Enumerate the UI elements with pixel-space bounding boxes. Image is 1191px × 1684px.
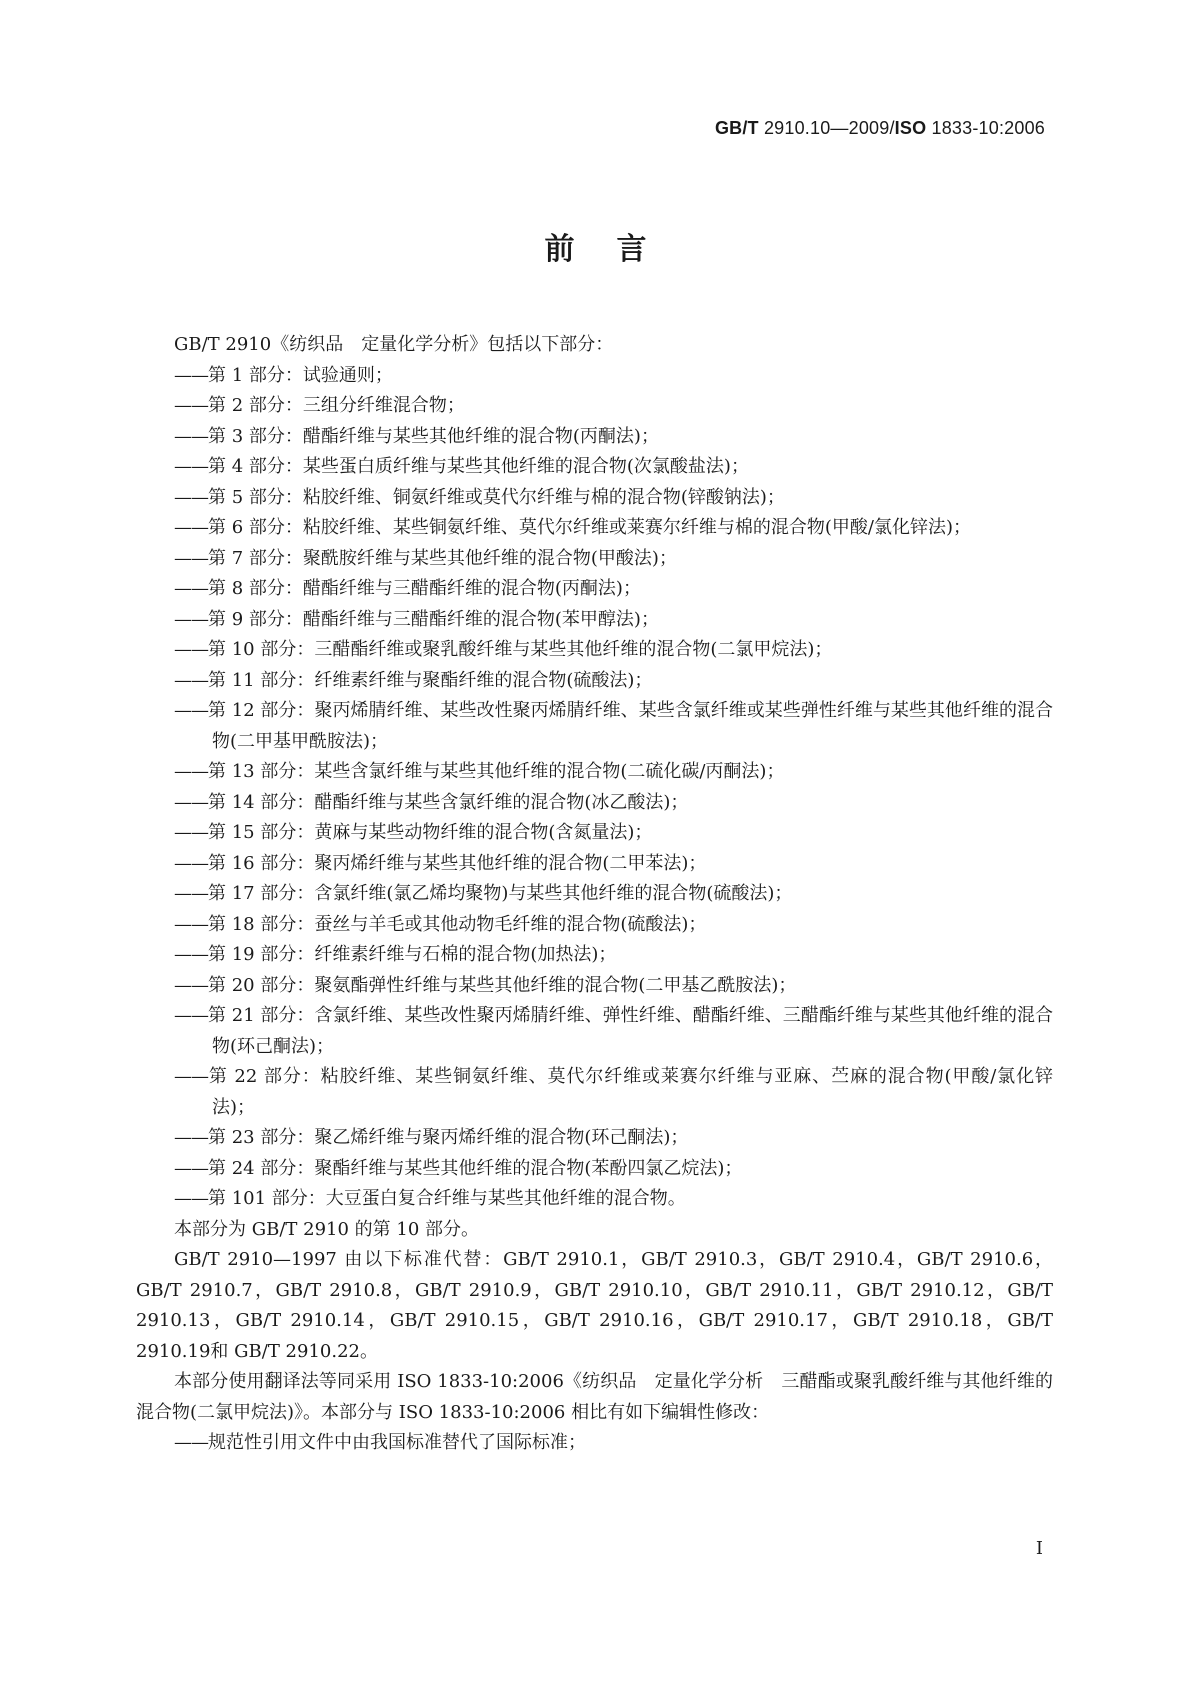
page-title: 前言 <box>544 232 689 267</box>
dash-marker: —— <box>174 1432 208 1453</box>
dash-marker: —— <box>174 761 208 782</box>
dash-marker: —— <box>174 700 208 721</box>
dash-marker: —— <box>174 791 208 813</box>
document-code-header: GB/T 2910.10—2009/ISO 1833-10:2006 <box>714 118 1045 138</box>
dash-marker: —— <box>174 1188 208 1209</box>
list-item: ——第 9 部分：醋酯纤维与三醋酯纤维的混合物(苯甲醇法)； <box>174 608 659 630</box>
dash-marker: —— <box>174 547 208 569</box>
document-body <box>136 330 1053 1459</box>
dash-marker: —— <box>174 1157 208 1179</box>
list-item: ——第 4 部分：某些蛋白质纤维与某些其他纤维的混合物(次氯酸盐法)； <box>174 456 749 477</box>
list-item: ——第 15 部分：黄麻与某些动物纤维的混合物(含氮量法)； <box>174 822 653 843</box>
dash-marker: —— <box>174 883 208 904</box>
list-item: ——第 101 部分：大豆蛋白复合纤维与某些其他纤维的混合物。 <box>174 1188 686 1209</box>
list-item: ——第 23 部分：聚乙烯纤维与聚丙烯纤维的混合物(环己酮法)； <box>174 1127 689 1148</box>
dash-marker: —— <box>174 1005 208 1026</box>
list-item: ——第 17 部分：含氯纤维(氯乙烯均聚物)与某些其他纤维的混合物(硫酸法)； <box>174 883 793 904</box>
dash-marker: —— <box>174 1127 208 1148</box>
dash-marker: —— <box>174 456 208 477</box>
list-item: ——第 3 部分：醋酯纤维与某些其他纤维的混合物(丙酮法)； <box>174 425 659 447</box>
intro-paragraph: GB/T 2910《纺织品 定量化学分析》包括以下部分： <box>174 334 614 355</box>
dash-marker: —— <box>174 913 208 935</box>
list-item: ——第 20 部分：聚氨酯弹性纤维与某些其他纤维的混合物(二甲基乙酰胺法)； <box>174 974 797 996</box>
iso-adoption-paragraph: 本部分使用翻译法等同采用 ISO 1833-10:2006《纺织品 定量化学分析 三醋酯或聚乳酸纤维与其他纤维的混合物(二氯甲烷法)》。本部分与 ISO 1833-10:2006 相比有如下编辑性修改： <box>136 1371 1053 1423</box>
list-item: ——第 1 部分：试验通则； <box>174 364 393 386</box>
list-item: ——第 7 部分：聚酰胺纤维与某些其他纤维的混合物(甲酸法)； <box>174 547 677 569</box>
dash-marker: —— <box>174 669 208 691</box>
list-item: ——第 14 部分：醋酯纤维与某些含氯纤维的混合物(冰乙酸法)； <box>174 791 689 813</box>
list-item: ——第 16 部分：聚丙烯纤维与某些其他纤维的混合物(二甲苯法)； <box>174 852 707 874</box>
list-item: ——第 11 部分：纤维素纤维与聚酯纤维的混合物(硫酸法)； <box>174 669 653 691</box>
dash-marker: —— <box>174 852 208 874</box>
list-item: ——第 18 部分：蚕丝与羊毛或其他动物毛纤维的混合物(硫酸法)； <box>174 913 707 935</box>
list-item: ——第 24 部分：聚酯纤维与某些其他纤维的混合物(苯酚四氯乙烷法)； <box>174 1157 743 1179</box>
list-item: ——规范性引用文件中由我国标准替代了国际标准； <box>174 1432 586 1453</box>
list-item: ——第 22 部分：粘胶纤维、某些铜氨纤维、莫代尔纤维或莱赛尔纤维与亚麻、苎麻的混合物(甲酸/氯化锌法)； <box>174 1066 1053 1118</box>
dash-marker: —— <box>174 425 208 447</box>
dash-marker: —— <box>174 517 208 538</box>
parts-list <box>136 361 1053 1215</box>
dash-marker: —— <box>174 1066 208 1087</box>
dash-marker: —— <box>174 364 208 386</box>
replacement-paragraph: GB/T 2910—1997 由以下标准代替：GB/T 2910.1，GB/T 2910.3，GB/T 2910.4，GB/T 2910.6，GB/T 2910.7，GB/T 2910.8，GB/T 2910.9，GB/T 2910.10，GB/T 2910.11，GB/T 2910.12，GB/T 2910.13，GB/T 2910.14，GB/T 2910.15，GB/T 2910.16，GB/T 2910.17，GB/T 2910.18，GB/T 2910.19和 GB/T 2910.22。 <box>136 1249 1053 1362</box>
list-item: ——第 6 部分：粘胶纤维、某些铜氨纤维、莫代尔纤维或莱赛尔纤维与棉的混合物(甲酸/氯化锌法)； <box>174 517 972 538</box>
list-item: ——第 5 部分：粘胶纤维、铜氨纤维或莫代尔纤维与棉的混合物(锌酸钠法)； <box>174 486 785 508</box>
list-item: ——第 13 部分：某些含氯纤维与某些其他纤维的混合物(二硫化碳/丙酮法)； <box>174 761 785 782</box>
part-statement: 本部分为 GB/T 2910 的第 10 部分。 <box>174 1218 479 1240</box>
dash-marker: —— <box>174 395 208 416</box>
list-item: ——第 19 部分：纤维素纤维与石棉的混合物(加热法)； <box>174 944 617 965</box>
list-item: ——第 8 部分：醋酯纤维与三醋酯纤维的混合物(丙酮法)； <box>174 578 641 599</box>
dash-marker: —— <box>174 486 208 508</box>
dash-marker: —— <box>174 639 208 660</box>
list-item: ——第 12 部分：聚丙烯腈纤维、某些改性聚丙烯腈纤维、某些含氯纤维或某些弹性纤维与某些其他纤维的混合物(二甲基甲酰胺法)； <box>174 700 1053 752</box>
dash-marker: —— <box>174 974 208 996</box>
list-item: ——第 10 部分：三醋酯纤维或聚乳酸纤维与某些其他纤维的混合物(二氯甲烷法)； <box>174 639 833 660</box>
page-number: Ⅰ <box>1035 1538 1043 1559</box>
list-item: ——第 21 部分：含氯纤维、某些改性聚丙烯腈纤维、弹性纤维、醋酯纤维、三醋酯纤维与某些其他纤维的混合物(环己酮法)； <box>174 1005 1053 1057</box>
list-item: ——第 2 部分：三组分纤维混合物； <box>174 395 465 416</box>
dash-marker: —— <box>174 822 208 843</box>
dash-marker: —— <box>174 578 208 599</box>
dash-marker: —— <box>174 944 208 965</box>
dash-marker: —— <box>174 608 208 630</box>
